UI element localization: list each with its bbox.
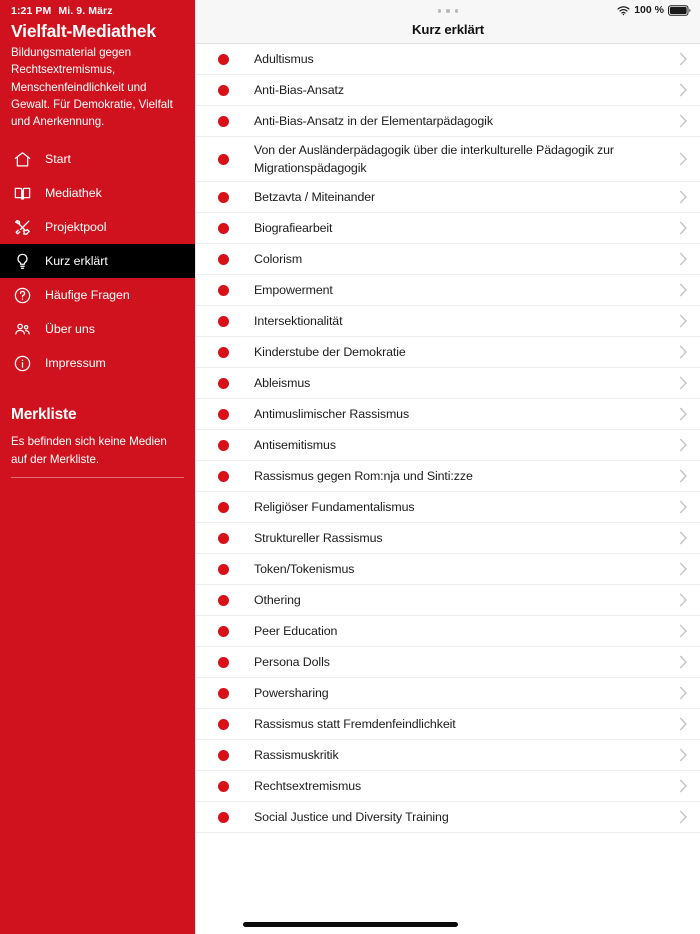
people-icon (11, 318, 33, 340)
bullet-icon (218, 564, 229, 575)
list-item[interactable] (196, 802, 700, 833)
sidebar-item-mediathek[interactable] (0, 176, 195, 210)
battery-full-icon (668, 5, 691, 16)
info-circle-icon (11, 352, 33, 374)
list-item-label: Ableismus (254, 376, 311, 390)
list-item-label: Rassismus gegen Rom:nja und Sinti:zze (254, 469, 473, 483)
list-item-label: Struktureller Rassismus (254, 531, 383, 545)
question-circle-icon (11, 284, 33, 306)
status-bar-right (617, 2, 691, 18)
list-item-label: Biografiearbeit (254, 221, 333, 235)
bullet-icon (218, 719, 229, 730)
list-item-label: Antisemitismus (254, 438, 336, 452)
top-bar (196, 0, 700, 44)
chevron-right-icon (678, 407, 688, 421)
chevron-right-icon (678, 810, 688, 824)
list-item[interactable] (196, 492, 700, 523)
status-bar-left (0, 0, 195, 18)
list-item-label: Rechtsextremismus (254, 779, 362, 793)
list-item[interactable] (196, 182, 700, 213)
sidebar-item-label: Start (45, 152, 71, 167)
chevron-right-icon (678, 376, 688, 390)
bullet-icon (218, 285, 229, 296)
list-item[interactable] (196, 368, 700, 399)
chevron-right-icon (678, 748, 688, 762)
list-item-label: Rassismus statt Fremdenfeindlichkeit (254, 717, 456, 731)
list-item-label: Kinderstube der Demokratie (254, 345, 406, 359)
list-item[interactable] (196, 213, 700, 244)
bullet-icon (218, 192, 229, 203)
lightbulb-icon (11, 250, 33, 272)
chevron-right-icon (678, 686, 688, 700)
sidebar-item-impressum[interactable] (0, 346, 195, 380)
list-item-label: Adultismus (254, 52, 314, 66)
watchlist-section (0, 406, 195, 478)
bullet-icon (218, 154, 229, 165)
list-item[interactable] (196, 647, 700, 678)
watchlist-title: Merkliste (11, 406, 77, 424)
home-icon (11, 148, 33, 170)
bullet-icon (218, 223, 229, 234)
status-time: 1:21 PM (11, 4, 52, 17)
chevron-right-icon (678, 190, 688, 204)
bullet-icon (218, 657, 229, 668)
chevron-right-icon (678, 500, 688, 514)
bullet-icon (218, 750, 229, 761)
list-item[interactable] (196, 461, 700, 492)
chevron-right-icon (678, 562, 688, 576)
sidebar-item-label: Über uns (45, 322, 95, 337)
sidebar-item-label: Projektpool (45, 220, 107, 235)
list-item-label: Intersektionalität (254, 314, 343, 328)
list-item-label: Persona Dolls (254, 655, 330, 669)
list-item-label: Social Justice und Diversity Training (254, 810, 449, 824)
status-date: Mi. 9. März (58, 4, 113, 17)
list-item[interactable] (196, 616, 700, 647)
bullet-icon (218, 254, 229, 265)
bullet-icon (218, 533, 229, 544)
bullet-icon (218, 116, 229, 127)
chevron-right-icon (678, 655, 688, 669)
home-indicator[interactable] (243, 922, 458, 927)
bullet-icon (218, 502, 229, 513)
list-item-label: Othering (254, 593, 301, 607)
chevron-right-icon (678, 531, 688, 545)
list-item[interactable] (196, 554, 700, 585)
list-item[interactable] (196, 740, 700, 771)
list-item[interactable] (196, 337, 700, 368)
bullet-icon (218, 471, 229, 482)
chevron-right-icon (678, 717, 688, 731)
list-item[interactable] (196, 244, 700, 275)
bullet-icon (218, 316, 229, 327)
sidebar-item-projektpool[interactable] (0, 210, 195, 244)
list-item[interactable] (196, 275, 700, 306)
sidebar-item-kurz-erklaert[interactable] (0, 244, 195, 278)
list-item-label: Token/Tokenismus (254, 562, 355, 576)
sidebar-item-label: Impressum (45, 356, 106, 371)
list-item[interactable] (196, 137, 700, 182)
list-item[interactable] (196, 585, 700, 616)
sidebar-item-start[interactable] (0, 142, 195, 176)
list-item-label: Betzavta / Miteinander (254, 190, 376, 204)
list-item-label: Colorism (254, 252, 303, 266)
sidebar-item-haeufige-fragen[interactable] (0, 278, 195, 312)
app-subtitle: Bildungsmaterial gegen Rechtsextremismus, Menschenfeindlichkeit und Gewalt. Für Demokratie, Vielfalt und Anerkennung. (11, 46, 173, 129)
list-item[interactable] (196, 399, 700, 430)
brand-block (0, 18, 195, 130)
watchlist-empty-text: Es befinden sich keine Medien auf der Merkliste. (11, 433, 184, 478)
chevron-right-icon (678, 624, 688, 638)
battery-percent-label: 100 % (634, 4, 664, 16)
sidebar-item-ueber-uns[interactable] (0, 312, 195, 346)
bullet-icon (218, 626, 229, 637)
chevron-right-icon (678, 52, 688, 66)
bullet-icon (218, 440, 229, 451)
wifi-icon (617, 5, 630, 16)
chevron-right-icon (678, 283, 688, 297)
chevron-right-icon (678, 593, 688, 607)
list-item[interactable] (196, 678, 700, 709)
bullet-icon (218, 409, 229, 420)
chevron-right-icon (678, 152, 688, 166)
list-item-label: Anti-Bias-Ansatz in der Elementarpädagogik (254, 114, 493, 128)
chevron-right-icon (678, 221, 688, 235)
chevron-right-icon (678, 114, 688, 128)
sidebar (0, 0, 195, 934)
list-item[interactable] (196, 430, 700, 461)
list-item-label: Von der Ausländerpädagogik über die interkulturelle Pädagogik zur Migrationspädagogik (254, 143, 614, 175)
list-item[interactable] (196, 75, 700, 106)
chevron-right-icon (678, 345, 688, 359)
sidebar-item-label: Mediathek (45, 186, 102, 201)
list-item[interactable] (196, 106, 700, 137)
bullet-icon (218, 85, 229, 96)
bullet-icon (218, 595, 229, 606)
list-item-label: Powersharing (254, 686, 329, 700)
page-title: Kurz erklärt (411, 22, 485, 37)
tools-icon (11, 216, 33, 238)
bullet-icon (218, 347, 229, 358)
list-item[interactable] (196, 44, 700, 75)
chevron-right-icon (678, 438, 688, 452)
book-open-icon (11, 182, 33, 204)
list-item[interactable] (196, 523, 700, 554)
chevron-right-icon (678, 83, 688, 97)
list-item[interactable] (196, 709, 700, 740)
list-item-label: Religiöser Fundamentalismus (254, 500, 415, 514)
bullet-icon (218, 781, 229, 792)
list-item-label: Empowerment (254, 283, 333, 297)
chevron-right-icon (678, 314, 688, 328)
sidebar-nav (0, 142, 195, 380)
list-item[interactable] (196, 306, 700, 337)
chevron-right-icon (678, 252, 688, 266)
sidebar-item-label: Häufige Fragen (45, 288, 130, 303)
glossary-list (196, 44, 700, 934)
chevron-right-icon (678, 469, 688, 483)
list-item-label: Anti-Bias-Ansatz (254, 83, 344, 97)
app-title: Vielfalt-Mediathek (11, 21, 156, 41)
list-item-label: Rassismuskritik (254, 748, 339, 762)
sidebar-item-label: Kurz erklärt (45, 254, 108, 269)
list-item[interactable] (196, 771, 700, 802)
bullet-icon (218, 54, 229, 65)
list-item-label: Antimuslimischer Rassismus (254, 407, 410, 421)
content-pane (195, 0, 700, 934)
list-item-label: Peer Education (254, 624, 338, 638)
bullet-icon (218, 688, 229, 699)
bullet-icon (218, 378, 229, 389)
bullet-icon (218, 812, 229, 823)
chevron-right-icon (678, 779, 688, 793)
